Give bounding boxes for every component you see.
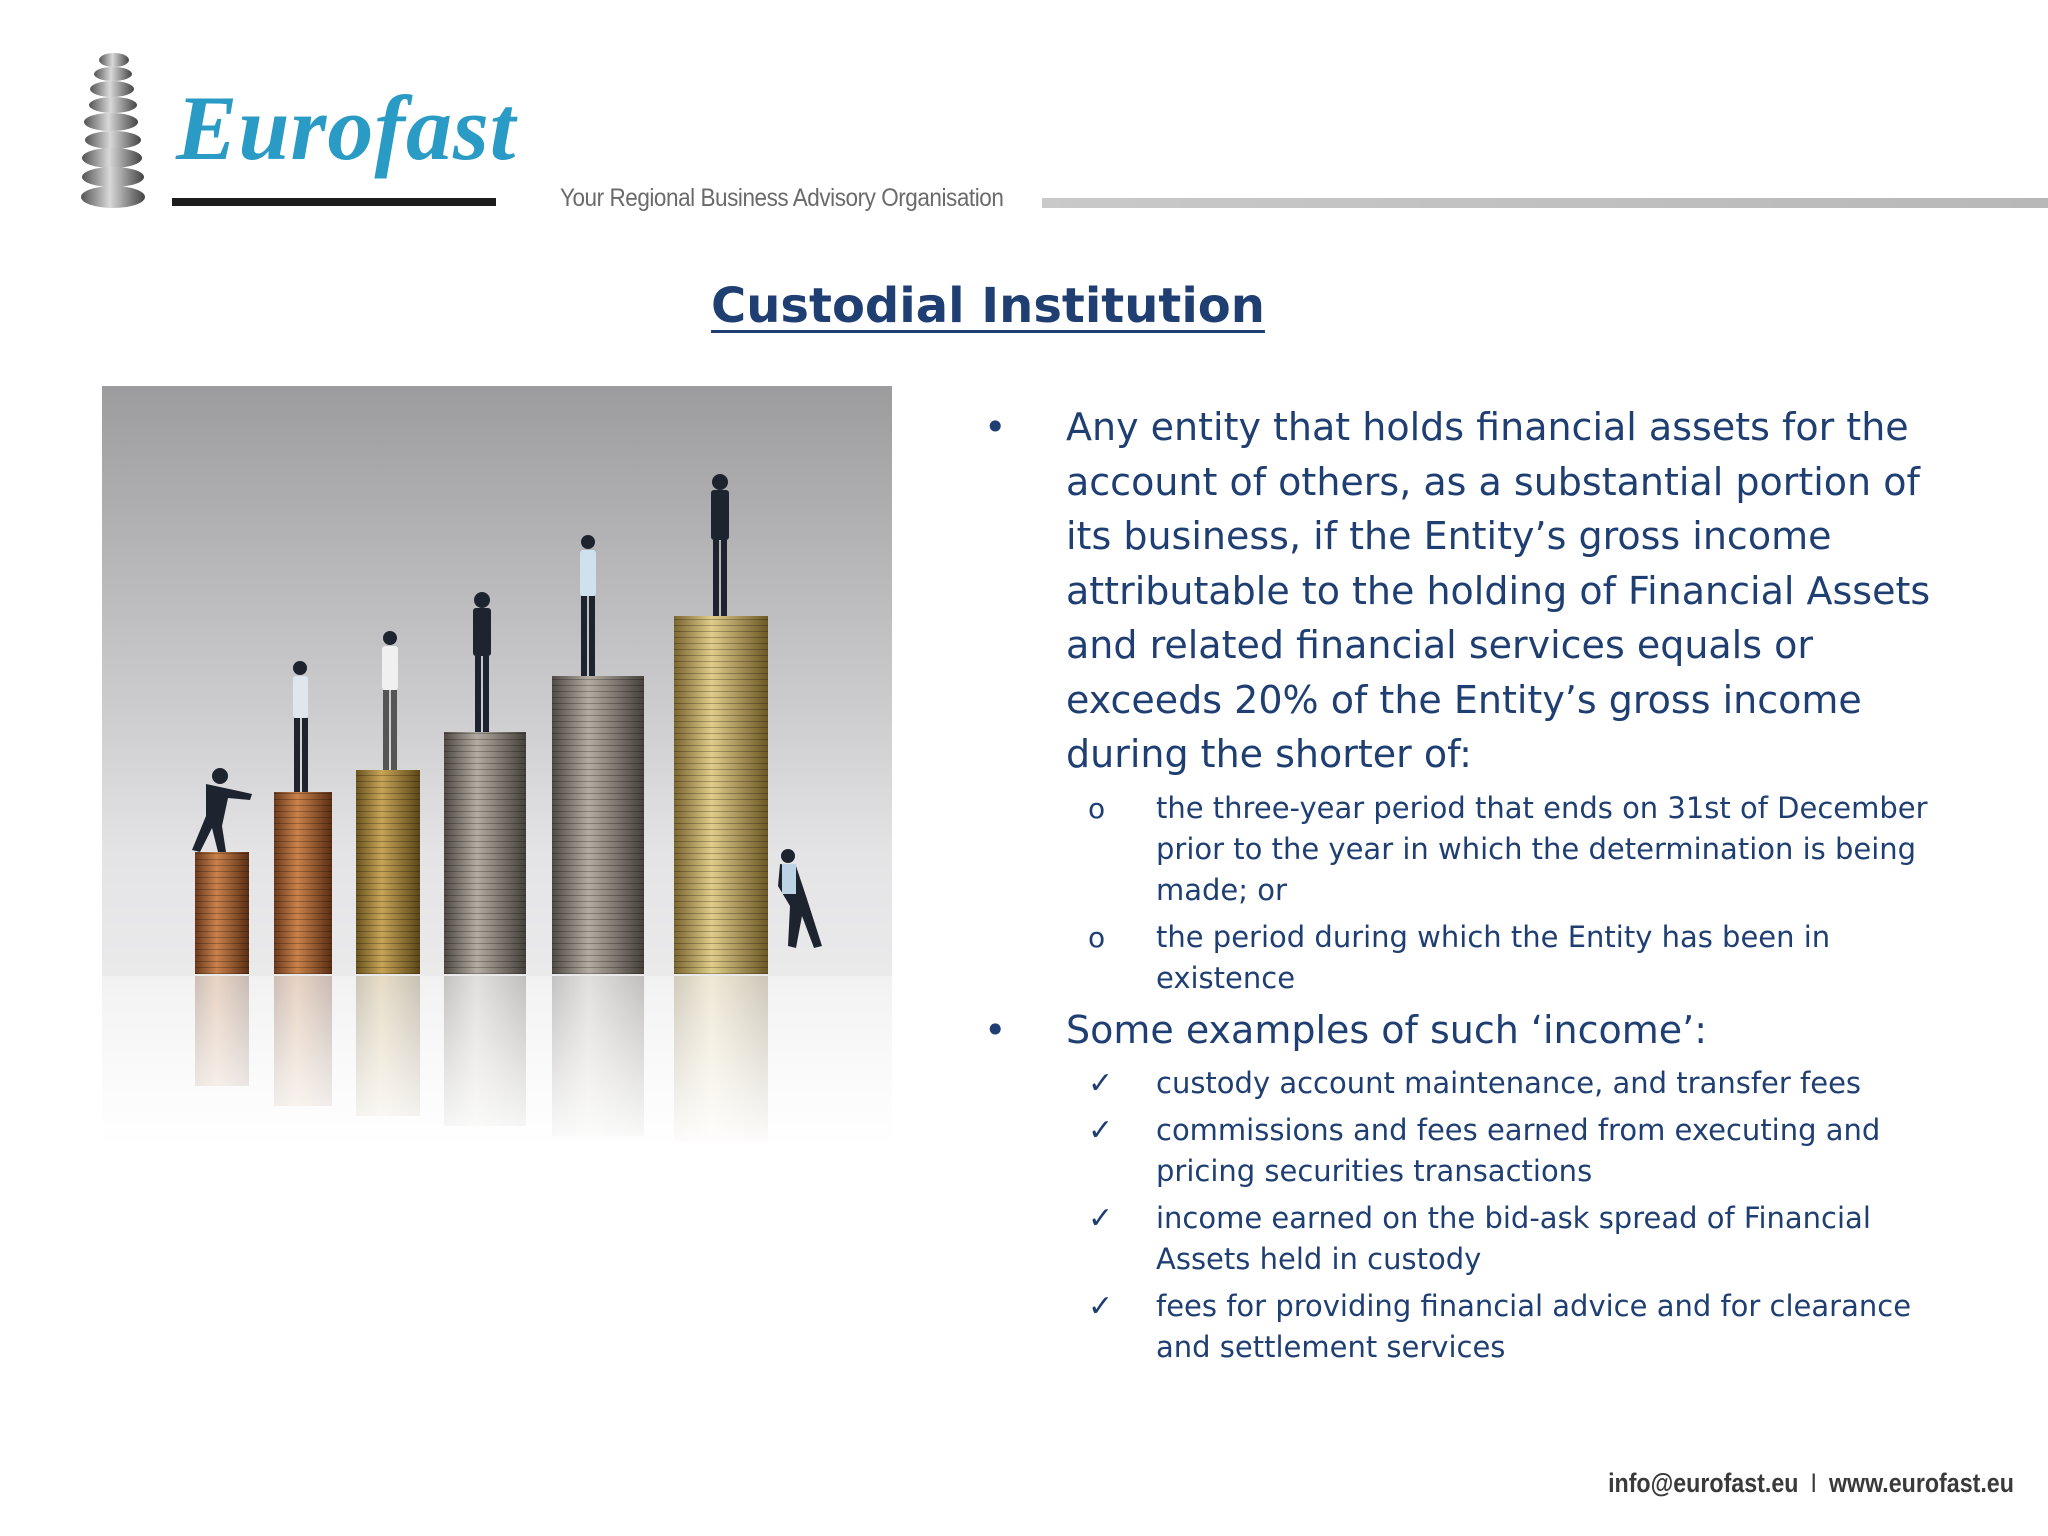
check-item bbox=[984, 1110, 1964, 1192]
sub-bullet-item bbox=[984, 917, 1964, 999]
circle-bullet-icon: o bbox=[1088, 791, 1106, 825]
logo-underline bbox=[172, 198, 496, 206]
bullet-content bbox=[984, 400, 1964, 1368]
tagline: Your Regional Business Advisory Organisation bbox=[560, 184, 1004, 212]
check-icon: ✓ bbox=[1088, 1113, 1114, 1148]
sub-bullet-text: the three-year period that ends on 31st of December prior to the year in which the determination is being made; or bbox=[1156, 790, 1928, 907]
header-rule bbox=[1042, 198, 2048, 208]
bullet-item bbox=[984, 400, 1964, 782]
check-item bbox=[984, 1286, 1964, 1368]
check-item-text: fees for providing financial advice and for clearance and settlement services bbox=[1156, 1289, 1912, 1364]
footer-email[interactable]: info@eurofast.eu bbox=[1608, 1468, 1799, 1498]
check-item bbox=[984, 1198, 1964, 1280]
bullet-icon: • bbox=[984, 1007, 1007, 1052]
bullet-text: Any entity that holds financial assets for the account of others, as a substantial portion of its business, if the Entity’s gross income attributable to the holding of Financial Assets and related financial services equals or exceeds 20% of the Entity’s gross income during the shorter of: bbox=[1066, 405, 1931, 776]
check-item-text: income earned on the bid-ask spread of Financial Assets held in custody bbox=[1156, 1201, 1871, 1276]
sub-bullet-text: the period during which the Entity has been in existence bbox=[1156, 919, 1831, 995]
slide-title: Custodial Institution bbox=[711, 278, 1265, 334]
circle-bullet-icon: o bbox=[1088, 920, 1106, 954]
check-item-text: custody account maintenance, and transfer fees bbox=[1156, 1066, 1862, 1100]
footer-contact bbox=[1608, 1468, 2014, 1499]
bullet-item bbox=[984, 1003, 1964, 1058]
bullet-icon: • bbox=[984, 405, 1007, 449]
check-icon: ✓ bbox=[1088, 1066, 1114, 1101]
logo-wordmark: Eurofast bbox=[176, 77, 517, 179]
logo-stones-icon bbox=[78, 52, 148, 212]
check-icon: ✓ bbox=[1088, 1201, 1114, 1236]
sub-bullet-item bbox=[984, 788, 1964, 911]
coin-stacks-photo bbox=[102, 386, 892, 1141]
check-icon: ✓ bbox=[1088, 1289, 1114, 1324]
bullet-text: Some examples of such ‘income’: bbox=[1066, 1007, 1708, 1052]
check-item bbox=[984, 1063, 1964, 1104]
check-item-text: commissions and fees earned from executing and pricing securities transactions bbox=[1156, 1113, 1881, 1188]
footer-separator: I bbox=[1810, 1468, 1818, 1498]
footer-website[interactable]: www.eurofast.eu bbox=[1829, 1468, 2014, 1498]
